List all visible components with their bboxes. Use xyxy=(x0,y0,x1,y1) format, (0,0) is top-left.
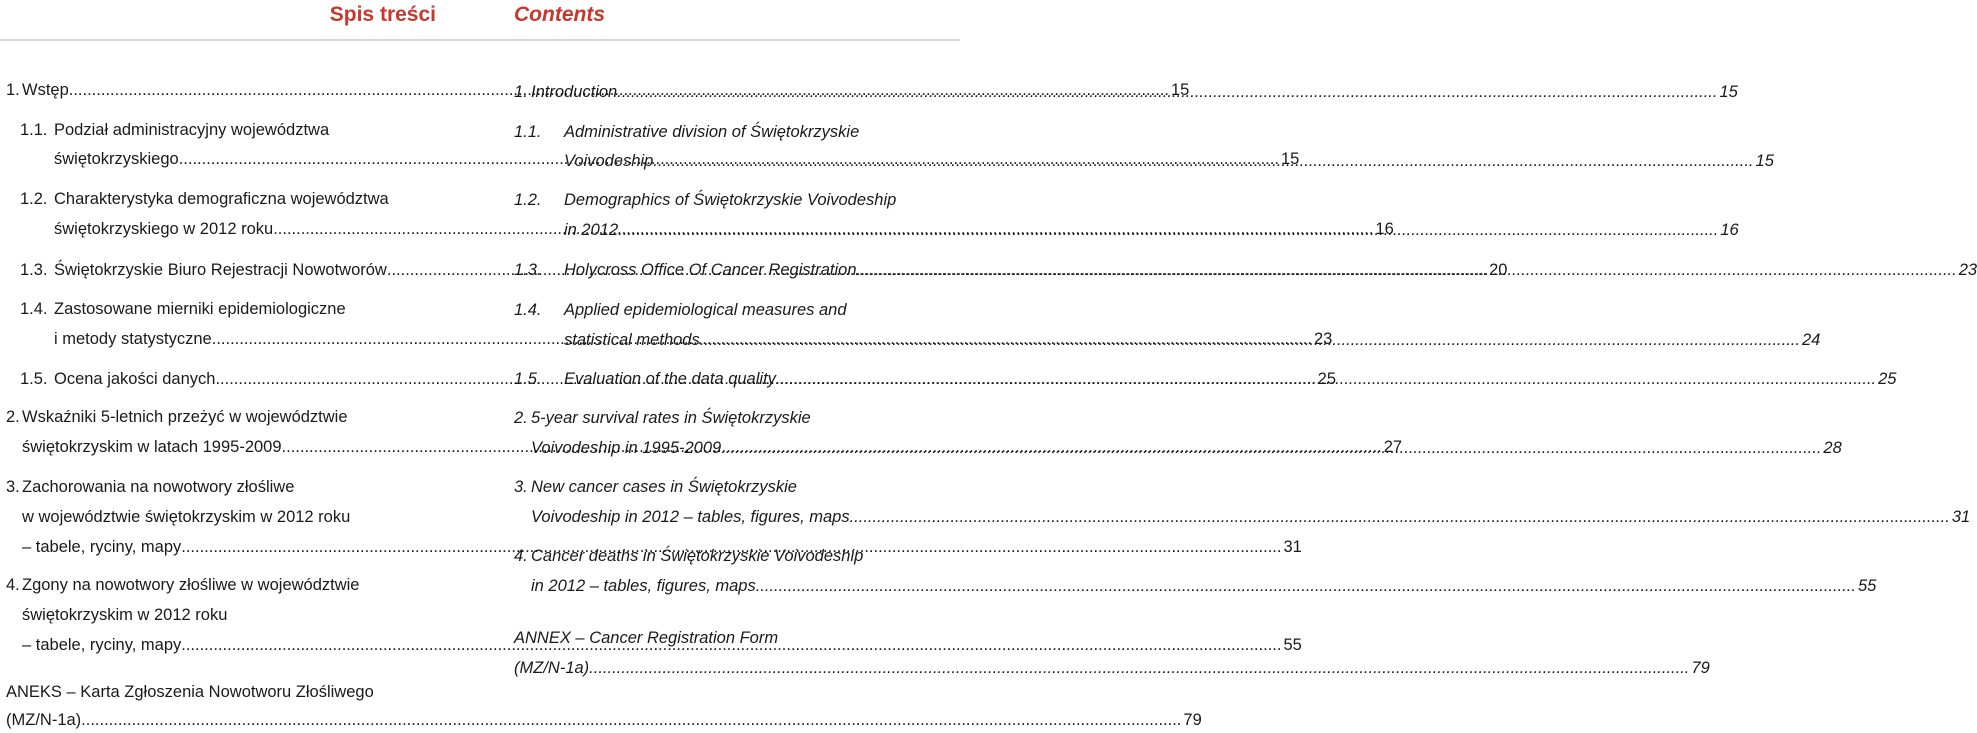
toc-number: 1.5. xyxy=(514,370,542,388)
toc-page-number: 79 xyxy=(1691,659,1710,677)
toc-page-number: 27 xyxy=(1383,438,1403,456)
title-polish: Spis treści xyxy=(329,3,436,26)
toc-title: Wstęp xyxy=(22,81,69,99)
toc-number: 1.5. xyxy=(20,370,48,388)
toc-number: 2. xyxy=(6,408,20,426)
toc-en-entry-10-line-1[interactable] xyxy=(514,626,952,650)
toc-title: Voivodeship xyxy=(564,152,654,170)
toc-title: świętokrzyskiego xyxy=(54,150,179,168)
toc-pl-entry-9-line-2[interactable] xyxy=(0,603,444,627)
toc-number: 3. xyxy=(514,478,528,496)
toc-title: świętokrzyskiego w 2012 roku xyxy=(54,220,274,238)
toc-en-entry-1-line-1[interactable] xyxy=(514,80,1738,104)
toc-number: 4. xyxy=(514,547,528,565)
toc-leader-dots xyxy=(857,258,1957,282)
toc-number: 1.4. xyxy=(20,300,48,318)
toc-title: Voivodeship in 2012 – tables, figures, maps xyxy=(531,508,850,526)
toc-page-number: 24 xyxy=(1801,331,1821,349)
toc-page-number: 15 xyxy=(1719,83,1738,101)
toc-number: 4. xyxy=(6,576,20,594)
toc-number: 1.2. xyxy=(20,190,48,208)
toc-page-number: 31 xyxy=(1951,508,1971,526)
toc-title: Wskaźniki 5-letnich przeżyć w województwie xyxy=(22,408,348,426)
toc-title: Voivodeship in 1995-2009 xyxy=(531,439,722,457)
toc-title: 5-year survival rates in Świętokrzyskie xyxy=(531,409,811,427)
toc-page-number: 55 xyxy=(1283,636,1302,654)
toc-leader-dots xyxy=(721,436,1821,460)
toc-title: w województwie świętokrzyskim w 2012 roku xyxy=(22,508,351,526)
toc-title: Holycross Office Of Cancer Registration xyxy=(564,261,857,279)
toc-leader-dots xyxy=(618,218,1718,242)
toc-leader-dots xyxy=(81,708,1181,732)
page-header xyxy=(0,0,960,40)
toc-page-number: 16 xyxy=(1720,221,1739,239)
toc-title: in 2012 xyxy=(564,221,619,239)
toc-page-number: 79 xyxy=(1183,711,1202,729)
toc-pl-entry-8-line-2[interactable] xyxy=(0,505,444,529)
toc-title: Zachorowania na nowotwory złośliwe xyxy=(22,478,295,496)
toc-title: ANEKS – Karta Zgłoszenia Nowotworu Złośliwego xyxy=(6,683,374,701)
toc-title: Cancer deaths in Świętokrzyskie Voivodeship xyxy=(531,547,864,565)
toc-en-entry-9-line-1[interactable] xyxy=(514,544,952,568)
toc-en-entry-9-line-2[interactable] xyxy=(514,574,1877,598)
toc-en-entry-2-line-2[interactable] xyxy=(514,149,1774,173)
toc-en-entry-8-line-1[interactable] xyxy=(514,475,952,499)
toc-title: Podział administracyjny województwa xyxy=(54,121,330,139)
toc-number: 1. xyxy=(514,83,528,101)
toc-title: i metody statystyczne xyxy=(54,330,212,348)
toc-number: 1.3. xyxy=(514,261,542,279)
toc-leader-dots xyxy=(617,80,1717,104)
toc-page-number: 25 xyxy=(1317,370,1337,388)
toc-title: świętokrzyskim w 2012 roku xyxy=(22,606,228,624)
toc-en-entry-10-line-2[interactable] xyxy=(514,656,1710,680)
toc-title: New cancer cases in Świętokrzyskie xyxy=(531,478,797,496)
toc-title: Administrative division of Świętokrzyskie xyxy=(564,123,860,141)
toc-title: Applied epidemiological measures and xyxy=(564,301,847,319)
toc-leader-dots xyxy=(589,656,1689,680)
toc-pl-entry-10-line-2[interactable] xyxy=(0,708,1202,732)
toc-en-entry-5-line-1[interactable] xyxy=(514,298,952,322)
toc-title: ANNEX – Cancer Registration Form xyxy=(514,629,779,647)
toc-title: Ocena jakości danych xyxy=(54,370,216,388)
toc-en-entry-3-line-2[interactable] xyxy=(514,218,1739,242)
toc-title: Introduction xyxy=(531,83,618,101)
toc-pl-entry-10-line-1[interactable] xyxy=(0,680,444,704)
header-divider xyxy=(0,39,960,41)
toc-leader-dots xyxy=(776,367,1876,391)
toc-pl-entry-2-line-1[interactable] xyxy=(0,118,444,142)
toc-page-number: 15 xyxy=(1755,152,1774,170)
toc-leader-dots xyxy=(850,505,1950,529)
toc-page-number: 55 xyxy=(1857,577,1877,595)
toc-title: świętokrzyskim w latach 1995-2009 xyxy=(22,438,282,456)
toc-leader-dots xyxy=(700,328,1800,352)
toc-en-entry-2-line-1[interactable] xyxy=(514,120,952,144)
toc-title: Świętokrzyskie Biuro Rejestracji Nowotworów xyxy=(54,261,387,279)
toc-number: 1.1. xyxy=(514,123,542,141)
toc-title: in 2012 – tables, figures, maps xyxy=(531,577,756,595)
toc-pl-entry-8-line-1[interactable] xyxy=(0,475,444,499)
toc-title: – tabele, ryciny, mapy xyxy=(22,538,182,556)
toc-leader-dots xyxy=(653,149,1753,173)
toc-title: Evaluation of the data quality xyxy=(564,370,776,388)
toc-pl-entry-3-line-1[interactable] xyxy=(0,187,444,211)
toc-pl-entry-7-line-1[interactable] xyxy=(0,405,444,429)
toc-page-number: 20 xyxy=(1489,261,1508,279)
toc-number: 2. xyxy=(514,409,528,427)
toc-page-number: 23 xyxy=(1958,261,1977,279)
toc-en-entry-3-line-1[interactable] xyxy=(514,188,952,212)
toc-title: Zastosowane mierniki epidemiologiczne xyxy=(54,300,346,318)
toc-number: 1. xyxy=(6,81,20,99)
toc-page-number: 31 xyxy=(1283,538,1302,556)
toc-page-number: 23 xyxy=(1313,330,1333,348)
toc-number: 1.4. xyxy=(514,301,542,319)
toc-title: (MZ/N-1a) xyxy=(6,711,82,729)
toc-number: 1.3. xyxy=(20,261,48,279)
toc-title: – tabele, ryciny, mapy xyxy=(22,636,182,654)
toc-en-entry-7-line-1[interactable] xyxy=(514,406,952,430)
toc-number: 1.1. xyxy=(20,121,48,139)
toc-title: Zgony na nowotwory złośliwe w województwie xyxy=(22,576,360,594)
toc-title: Charakterystyka demograficzna województwa xyxy=(54,190,389,208)
toc-page-number: 15 xyxy=(1170,81,1190,99)
toc-en-entry-6-line-1[interactable] xyxy=(514,367,1897,391)
title-english: Contents xyxy=(514,3,605,26)
toc-page-number: 28 xyxy=(1823,439,1842,457)
toc-title: Demographics of Świętokrzyskie Voivodeship xyxy=(564,191,897,209)
toc-page-number: 25 xyxy=(1878,370,1897,388)
toc-number: 1.2. xyxy=(514,191,542,209)
toc-en-entry-8-line-2[interactable] xyxy=(514,505,1971,529)
toc-number: 3. xyxy=(6,478,20,496)
toc-pl-entry-9-line-1[interactable] xyxy=(0,573,444,597)
toc-pl-entry-5-line-1[interactable] xyxy=(0,297,444,321)
toc-page-number: 16 xyxy=(1375,220,1394,238)
toc-title: statistical methods xyxy=(564,331,700,349)
toc-leader-dots xyxy=(756,574,1856,598)
toc-page-number: 15 xyxy=(1280,150,1300,168)
toc-title: (MZ/N-1a) xyxy=(514,659,590,677)
